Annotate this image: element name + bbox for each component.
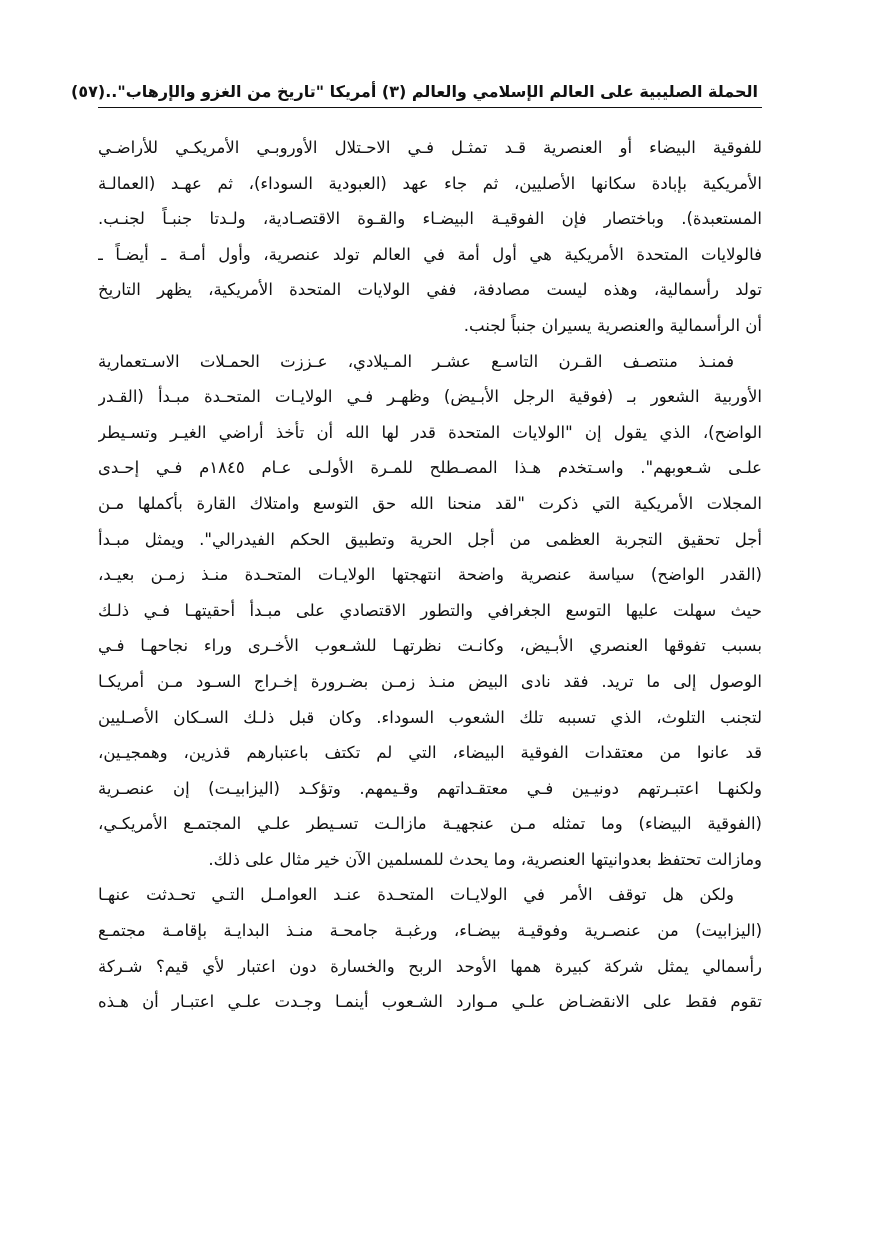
text-line: قد عانوا من معتقدات الفوقية البيضاء، التي لم تكتف باعتبارهم قذرين، وهمجيـين،	[98, 743, 762, 763]
paragraph-1	[98, 130, 762, 344]
text-line: الأمريكية بإبادة سكانها الأصليين، ثم جاء عهد (العبودية السوداء)، ثم عهـد (العمالـة	[98, 173, 762, 193]
text-line: رأسمالي يمثل شركة كبيرة همها الأوحد الربح والخسارة دون اعتبار لأي قيم؟ شـركة	[98, 956, 762, 976]
page-number: (٥٧)	[71, 82, 106, 101]
text-line: بسبب تفوقها العنصري الأبـيض، وكانـت نظرتهـا للشـعوب الأخـرى وراء نجاحهـا فـي	[98, 636, 762, 656]
text-line: أن الرأسمالية والعنصرية يسيران جنباً لجنب.	[463, 315, 762, 335]
text-line: الأوربية الشعور بـ (فوقية الرجل الأبـيض) وظهـر فـي الولايـات المتحـدة مبـدأ (القـدر	[98, 387, 762, 407]
body-text	[98, 130, 762, 1020]
text-line: (الفوقية البيضاء) وما تمثله مـن عنجهيـة مازالـت تسـيطر علـي المجتمـع الأمريكـي،	[98, 814, 762, 834]
text-line: أجل تحقيق التجربة العظمى من أجل الحرية وتطبيق الحكم الفيدرالي". ويمثل مبـدأ	[98, 529, 762, 549]
text-line: تقوم فقط على الانقضـاض علـي مـوارد الشـعوب أينمـا وجـدت علـي اعتبـار أن هـذه	[98, 992, 762, 1012]
paragraph-2	[98, 344, 762, 878]
paragraph-3	[98, 877, 762, 1019]
text-line: حيث سهلت عليها التوسع الجغرافي والتطور الاقتصادي على مبـدأ أحقيتهـا فـي ذلـك	[98, 600, 762, 620]
text-line: (اليزابيت) من عنصـرية وفوقيـة بيضـاء، ورغبـة جامحـة منـذ البدايـة بإقامـة مجتمـع	[98, 921, 762, 941]
text-line: فمنـذ منتصـف القـرن التاسـع عشـر المـيلادي، عـززت الحمـلات الاسـتعمارية	[98, 351, 734, 371]
text-line: تولد رأسمالية، وهذه ليست مصادفة، ففي الولايات المتحدة الأمريكية، يظهر التاريخ	[98, 280, 762, 300]
text-line: فالولايات المتحدة الأمريكية هي أول أمة في العالم تولد عنصرية، وأول أمـة ـ أيضـاً ـ	[98, 244, 762, 264]
text-line: ولكنهـا اعتبـرتهم دونيـين فـي معتقـداتهم وقـيمهم. وتؤكـد (اليزابيـت) إن عنصـرية	[98, 778, 762, 798]
text-line: الوصول إلى ما تريد. فقد نادى البيض منـذ زمـن بضـرورة إخـراج السـود مـن أمريكـا	[98, 671, 762, 691]
text-line: للفوقية البيضاء أو العنصرية قـد تمثـل فـي الاحـتلال الأوروبـي الأمريكـي للأراضـي	[98, 138, 762, 157]
text-line: ولكن هل توقف الأمر في الولايـات المتحـدة عنـد العوامـل التـي تحـدثت عنهـا	[98, 885, 734, 905]
text-line: علـى شـعوبهم". واسـتخدم هـذا المصـطلح للمـرة الأولـى عـام ١٨٤٥م فـي إحـدى	[98, 458, 762, 478]
text-line: (القدر الواضح) سياسة عنصرية واضحة انتهجتها الولايـات المتحـدة منـذ زمـن بعيـد،	[98, 565, 762, 585]
text-line: المجلات الأمريكية التي ذكرت "لقد منحنا الله حق التوسع وامتلاك القارة بأكملها مـن	[98, 493, 762, 513]
document-page	[71, 82, 762, 1020]
running-header	[71, 82, 762, 108]
text-line: لتجنب التلوث، الذي تسببه تلك الشعوب السوداء. وكان قبل ذلـك السـكان الأصـليين	[98, 707, 762, 727]
running-header-title: الحملة الصليبية على العالم الإسلامي والعالم (٣) أمريكا "تاريخ من الغزو والإرهاب"..	[105, 82, 758, 101]
text-line: ومازالت تحتفظ بعدوانيتها العنصرية، وما يحدث للمسلمين الآن خير مثال على ذلك.	[208, 849, 762, 869]
text-line: الواضح)، الذي يقول إن "الولايات المتحدة قدر لها الله أن تأخذ أراضي الغيـر وتسـيطر	[98, 422, 762, 442]
text-line: المستعبدة). وباختصار فإن الفوقيـة البيضـاء والقـوة الاقتصـادية، ولـدتا جنبـاً لجنـب.	[98, 209, 762, 229]
